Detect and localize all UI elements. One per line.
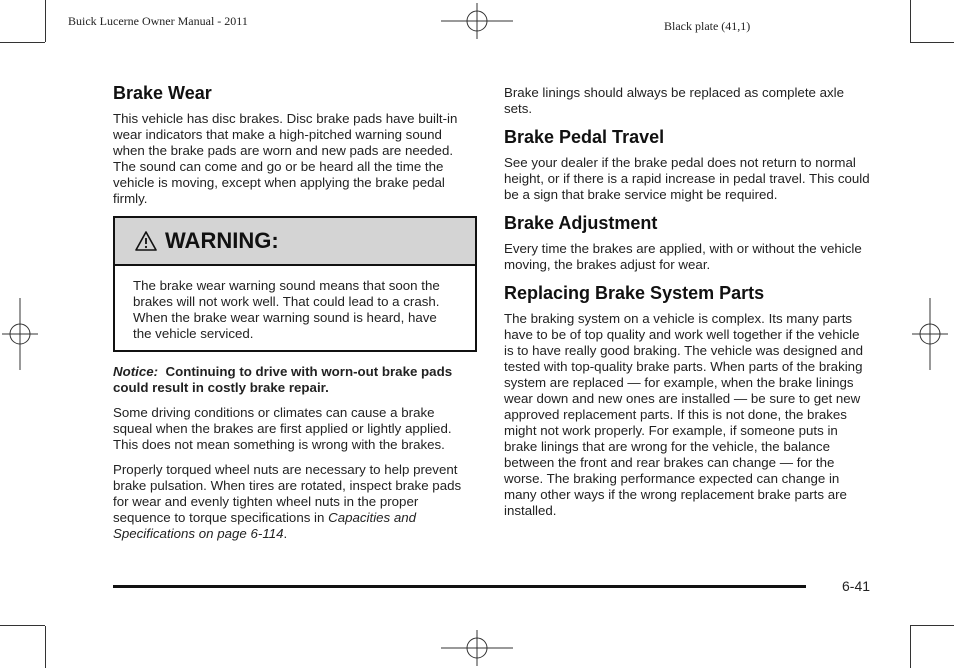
heading-brake-wear: Brake Wear (113, 83, 212, 103)
warning-body-text: The brake wear warning sound means that soon the brakes will not work well. That could lead to a crash. When the brake wear warning sound is heard, have the vehicle serviced. (133, 278, 440, 341)
replacing-brake-parts-body: The braking system on a vehicle is complex. Its many parts have to be of top quality and work well together if the vehicle is to have really good braking. The vehicle was designed and tested with top-quality brake parts. When parts of the braking system are replaced — for example, when the brake linings wear down and new ones are installed — be sure to get new approved replacement parts. If this is not done, the brakes might not work properly. For example, if someone puts in brake linings that are wrong for the vehicle, the balance between the front and rear brakes can change — for the worse. The braking performance expected can change in many other ways if the wrong replacement brake parts are installed. (504, 311, 863, 518)
crop-mark (910, 0, 911, 42)
crop-mark (0, 625, 45, 626)
warning-header (115, 218, 475, 266)
wheel-nut-period: . (283, 526, 288, 541)
left-column (113, 82, 477, 551)
warning-content (115, 266, 475, 350)
brake-linings-paragraph: Brake linings should always be replaced as complete axle sets. (504, 85, 844, 116)
wheel-nut-text: Properly torqued wheel nuts are necessary to help prevent brake pulsation. When tires are rotated, inspect brake pads for wear and evenly tighten wheel nuts in the proper sequence to torque specifications in (113, 462, 462, 525)
warning-triangle-icon (135, 231, 157, 251)
crop-mark (910, 626, 911, 668)
registration-mark-icon (441, 630, 513, 666)
brake-adjustment-body: Every time the brakes are applied, with or without the vehicle moving, the brakes adjust for wear. (504, 241, 862, 272)
brake-wear-body: This vehicle has disc brakes. Disc brake pads have built-in wear indicators that make a high-pitched warning sound when the brake pads are worn and new pads are needed. The sound can come and go or be heard all the time the vehicle is moving, except when applying the brake pedal firmly. (113, 111, 458, 206)
notice-text: Continuing to drive with worn-out brake pads could result in costly brake repair. (113, 364, 453, 395)
heading-brake-pedal-travel: Brake Pedal Travel (504, 127, 665, 147)
wheel-nut-paragraph (113, 462, 477, 542)
registration-mark-icon (2, 298, 38, 370)
page-number: 6-41 (842, 578, 871, 594)
crop-mark (45, 0, 46, 42)
brake-squeal-paragraph: Some driving conditions or climates can cause a brake squeal when the brakes are first applied or lightly applied. This does not mean something is wrong with the brakes. (113, 405, 452, 452)
notice-paragraph (113, 364, 477, 396)
capacities-reference-link[interactable]: Capacities and Specifications on page 6-114 (113, 510, 417, 541)
registration-mark-icon (441, 3, 513, 39)
heading-replacing-brake-parts: Replacing Brake System Parts (504, 283, 765, 303)
footer-rule (113, 585, 806, 588)
crop-mark (910, 625, 954, 626)
right-column (504, 85, 872, 528)
heading-brake-adjustment: Brake Adjustment (504, 213, 658, 233)
warning-title: WARNING: (165, 228, 279, 253)
crop-mark (45, 626, 46, 668)
header-manual-title: Buick Lucerne Owner Manual - 2011 (68, 14, 248, 28)
warning-box (113, 216, 477, 352)
brake-pedal-travel-body: See your dealer if the brake pedal does not return to normal height, or if there is a rapid increase in pedal travel. This could be a sign that brake service might be required. (504, 155, 870, 202)
crop-mark (0, 42, 45, 43)
header-plate-info: Black plate (41,1) (664, 19, 751, 33)
registration-mark-icon (912, 298, 948, 370)
crop-mark (910, 42, 954, 43)
notice-label: Notice: (113, 364, 159, 379)
